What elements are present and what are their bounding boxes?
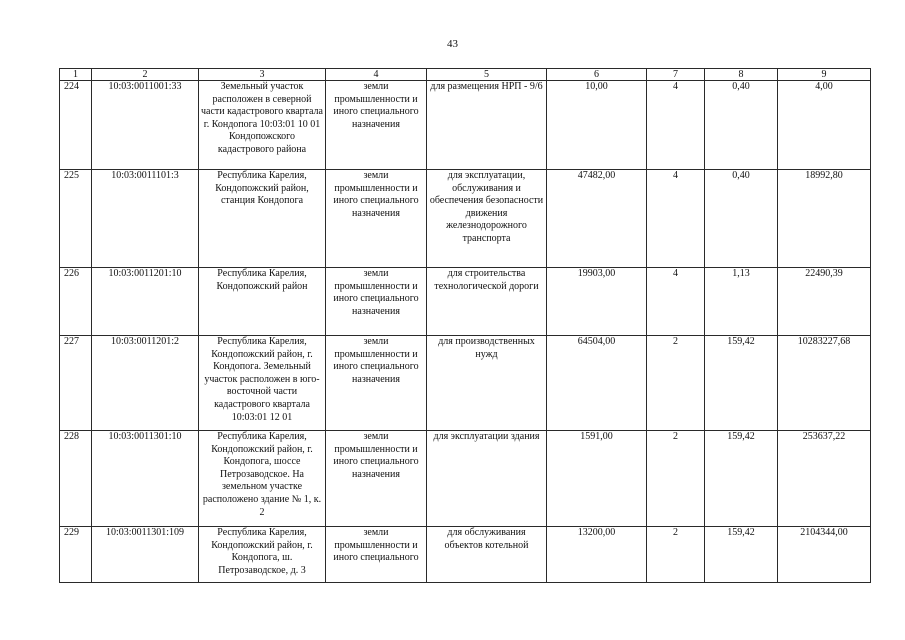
column-header: 7: [647, 69, 705, 81]
area-cell: 10,00: [547, 81, 647, 170]
column-9-cell: 18992,80: [778, 170, 871, 268]
area-cell: 19903,00: [547, 268, 647, 336]
permitted-use-cell: для обслуживания объектов котельной: [427, 527, 547, 583]
column-7-cell: 2: [647, 336, 705, 431]
table-row: [60, 170, 871, 268]
row-number: 228: [60, 431, 92, 527]
cadastral-number: 10:03:0011201:2: [92, 336, 199, 431]
column-header: 8: [705, 69, 778, 81]
column-8-cell: 1,13: [705, 268, 778, 336]
column-9-cell: 2104344,00: [778, 527, 871, 583]
column-9-cell: 22490,39: [778, 268, 871, 336]
permitted-use-cell: для эксплуатации здания: [427, 431, 547, 527]
area-cell: 64504,00: [547, 336, 647, 431]
column-9-cell: 253637,22: [778, 431, 871, 527]
table-header-row: [60, 69, 871, 81]
table-row: [60, 527, 871, 583]
page-number: 43: [447, 38, 458, 50]
location-cell: Республика Карелия, Кондопожский район, г. Кондопога. Земельный участок расположен в юго-восточной части кадастрового квартала 10:03:01 12 01: [199, 336, 326, 431]
column-9-cell: 10283227,68: [778, 336, 871, 431]
cadastral-number: 10:03:0011001:33: [92, 81, 199, 170]
land-category-cell: земли промышленности и иного специального назначения: [326, 81, 427, 170]
column-header: 2: [92, 69, 199, 81]
area-cell: 47482,00: [547, 170, 647, 268]
land-category-cell: земли промышленности и иного специального назначения: [326, 431, 427, 527]
cadastral-number: 10:03:0011301:109: [92, 527, 199, 583]
column-7-cell: 4: [647, 170, 705, 268]
column-8-cell: 0,40: [705, 170, 778, 268]
cadastral-number: 10:03:0011301:10: [92, 431, 199, 527]
cadastral-number: 10:03:0011201:10: [92, 268, 199, 336]
permitted-use-cell: для эксплуатации, обслуживания и обеспечения безопасности движения железнодорожного транспорта: [427, 170, 547, 268]
permitted-use-cell: для производственных нужд: [427, 336, 547, 431]
location-cell: Республика Карелия, Кондопожский район, г. Кондопога, шоссе Петрозаводское. На земельном участке расположено здание № 1, к. 2: [199, 431, 326, 527]
table-row: [60, 81, 871, 170]
land-category-cell: земли промышленности и иного специального назначения: [326, 268, 427, 336]
permitted-use-cell: для строительства технологической дороги: [427, 268, 547, 336]
column-header: 5: [427, 69, 547, 81]
permitted-use-cell: для размещения НРП - 9/6: [427, 81, 547, 170]
column-9-cell: 4,00: [778, 81, 871, 170]
table-row: [60, 336, 871, 431]
column-header: 6: [547, 69, 647, 81]
table-row: [60, 268, 871, 336]
row-number: 226: [60, 268, 92, 336]
column-8-cell: 159,42: [705, 527, 778, 583]
column-7-cell: 4: [647, 268, 705, 336]
land-category-cell: земли промышленности и иного специального назначения: [326, 336, 427, 431]
area-cell: 13200,00: [547, 527, 647, 583]
column-header: 1: [60, 69, 92, 81]
cadastral-number: 10:03:0011101:3: [92, 170, 199, 268]
column-7-cell: 4: [647, 81, 705, 170]
location-cell: Земельный участок расположен в северной части кадастрового квартала г. Кондопога 10:03:01 10 01 Кондопожского кадастрового района: [199, 81, 326, 170]
table-row: [60, 431, 871, 527]
column-8-cell: 0,40: [705, 81, 778, 170]
location-cell: Республика Карелия, Кондопожский район, г. Кондопога, ш. Петрозаводское, д. 3: [199, 527, 326, 583]
land-registry-table: [59, 68, 871, 583]
column-8-cell: 159,42: [705, 431, 778, 527]
land-category-cell: земли промышленности и иного специального: [326, 527, 427, 583]
location-cell: Республика Карелия, Кондопожский район, станция Кондопога: [199, 170, 326, 268]
row-number: 227: [60, 336, 92, 431]
column-7-cell: 2: [647, 431, 705, 527]
column-header: 3: [199, 69, 326, 81]
column-7-cell: 2: [647, 527, 705, 583]
row-number: 225: [60, 170, 92, 268]
area-cell: 1591,00: [547, 431, 647, 527]
land-category-cell: земли промышленности и иного специального назначения: [326, 170, 427, 268]
column-8-cell: 159,42: [705, 336, 778, 431]
column-header: 9: [778, 69, 871, 81]
location-cell: Республика Карелия, Кондопожский район: [199, 268, 326, 336]
column-header: 4: [326, 69, 427, 81]
row-number: 229: [60, 527, 92, 583]
row-number: 224: [60, 81, 92, 170]
